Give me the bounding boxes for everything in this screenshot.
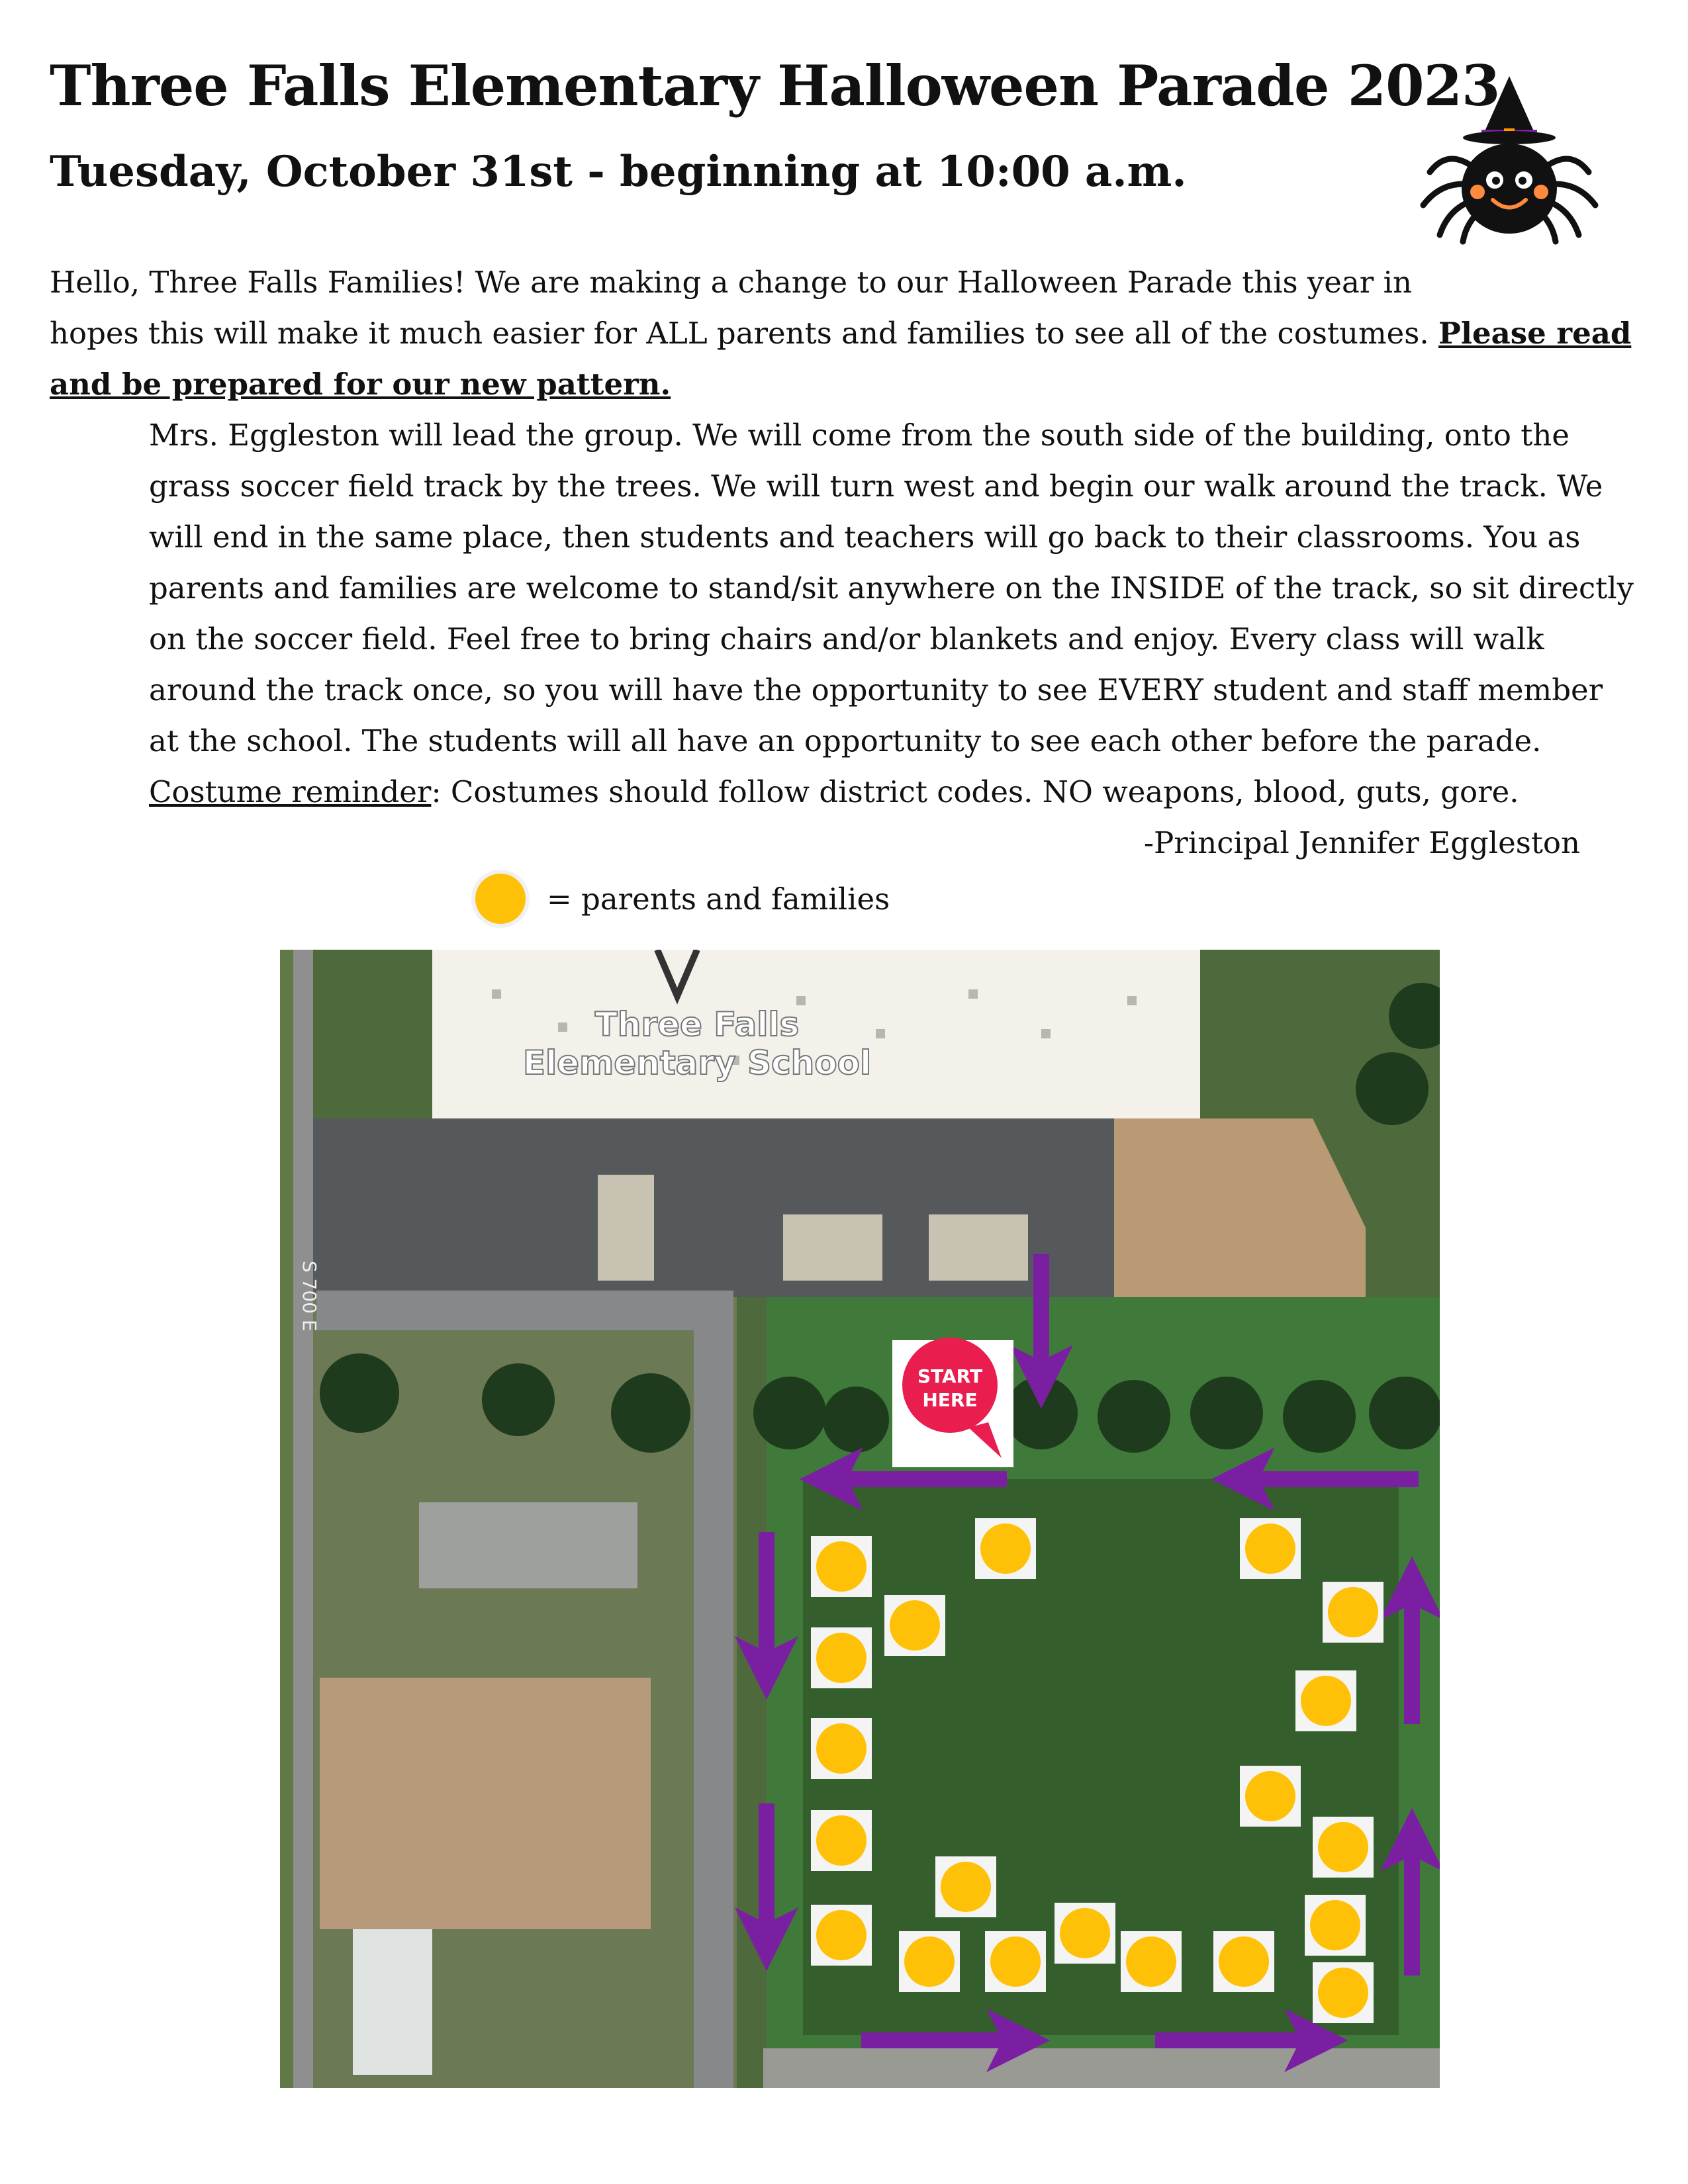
map-legend — [475, 872, 890, 925]
parade-instructions: Mrs. Eggleston will lead the group. We will come from the south side of the building, onto the grass soccer field track by the trees. We will turn west and begin our walk around the track. We will end in the same place, then students and teachers will go back to their classrooms. You as parents and families are welcome to stand/sit anywhere on the INSIDE of the track, so sit directly on the soccer field. Feel free to bring chairs and/or blankets and enjoy. Every class will walk around the track once, so you will have the opportunity to see EVERY student and staff member at the school. The students will all have an opportunity to see each other before the parade. — [149, 418, 1634, 758]
family-marker — [811, 1718, 872, 1779]
family-marker — [1305, 1895, 1366, 1956]
family-marker — [1055, 1903, 1115, 1964]
family-marker — [1240, 1518, 1301, 1579]
intro-text: hopes this will make it much easier for ALL parents and families to see all of the costumes. — [50, 316, 1429, 351]
family-marker — [935, 1856, 996, 1917]
intro-line-1: Hello, Three Falls Families! We are making a change to our Halloween Parade this year in — [50, 265, 1412, 300]
neighbor-building — [419, 1502, 637, 1588]
event-date-time: Tuesday, October 31st - beginning at 10:00 a.m. — [50, 147, 1187, 197]
road-label: S 700 E — [299, 1261, 320, 1332]
family-marker — [811, 1536, 872, 1597]
read-notice: Please read and be prepared for our new pattern. — [50, 316, 1632, 402]
spider-witch-icon — [1410, 73, 1609, 245]
costume-label: Costume reminder — [149, 774, 432, 809]
family-marker — [975, 1518, 1036, 1579]
letter-body — [50, 257, 1638, 868]
road — [293, 950, 313, 2088]
parade-route-map — [280, 950, 1440, 2088]
family-marker — [1213, 1931, 1274, 1992]
family-marker — [884, 1595, 945, 1656]
family-marker — [1313, 1817, 1374, 1878]
intro-line-2 — [50, 308, 1638, 410]
family-marker — [811, 1627, 872, 1688]
family-marker — [811, 1810, 872, 1871]
signature: -Principal Jennifer Eggleston — [1143, 825, 1580, 860]
family-marker — [899, 1931, 960, 1992]
start-label-line-2: HERE — [922, 1389, 978, 1411]
dirt-lot — [320, 1678, 651, 1929]
family-marker — [985, 1931, 1046, 1992]
legend-label: = parents and families — [547, 881, 890, 917]
family-marker — [1313, 1962, 1374, 2023]
costume-text: : Costumes should follow district codes. NO weapons, blood, guts, gore. — [431, 774, 1519, 809]
family-marker — [1240, 1766, 1301, 1827]
start-label-line-1: START — [917, 1365, 983, 1387]
family-dot-icon — [475, 874, 526, 924]
school-building — [432, 950, 1200, 1118]
school-label-line-2: Elementary School — [522, 1044, 872, 1082]
family-marker — [1323, 1582, 1383, 1643]
costume-reminder — [50, 766, 1638, 817]
school-label-line-1: Three Falls — [594, 1005, 800, 1044]
page-title: Three Falls Elementary Halloween Parade 2023 — [50, 53, 1500, 118]
family-marker — [1121, 1931, 1182, 1992]
family-marker — [811, 1905, 872, 1966]
family-marker — [1295, 1670, 1356, 1731]
